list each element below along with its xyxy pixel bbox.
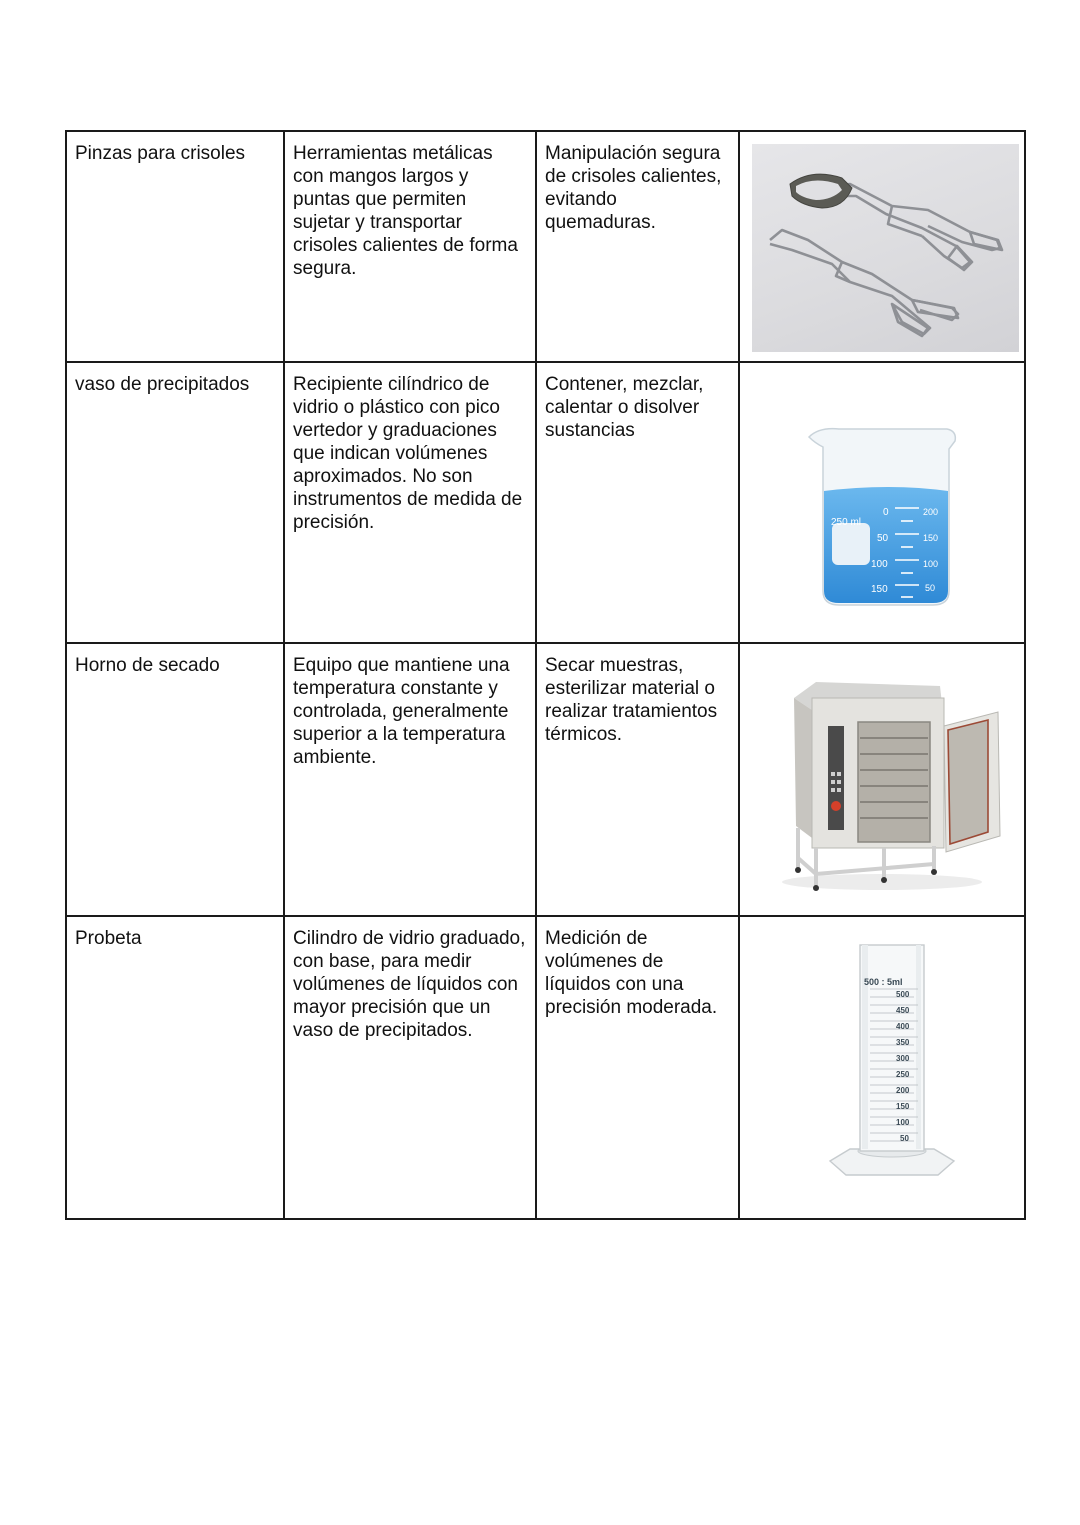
beaker-scale-0: 0 bbox=[883, 507, 889, 518]
equipment-name: Horno de secado bbox=[66, 643, 284, 916]
equipment-name: vaso de precipitados bbox=[66, 362, 284, 643]
table-row bbox=[66, 362, 1025, 643]
cylinder-header-label: 500 : 5ml bbox=[864, 977, 903, 987]
cylinder-scale-300: 300 bbox=[896, 1054, 910, 1063]
table-row bbox=[66, 916, 1025, 1219]
beaker-scale-150: 150 bbox=[871, 584, 888, 595]
cylinder-scale-50: 50 bbox=[900, 1134, 909, 1143]
beaker-image bbox=[750, 373, 1018, 636]
equipment-use: Contener, mezclar, calentar o disolver sustancias bbox=[536, 362, 739, 643]
graduated-cylinder-image bbox=[750, 927, 1018, 1212]
equipment-image-cell bbox=[739, 131, 1025, 362]
cylinder-scale-500: 500 bbox=[896, 990, 910, 999]
equipment-image-cell bbox=[739, 643, 1025, 916]
lab-equipment-table bbox=[65, 130, 1026, 1220]
beaker-capacity-label: 250 ml bbox=[831, 517, 862, 528]
beaker-rscale-200: 200 bbox=[923, 507, 939, 517]
beaker-rscale-150: 150 bbox=[923, 533, 939, 543]
equipment-description: Cilindro de vidrio graduado, con base, para medir volúmenes de líquidos con mayor precisión que un vaso de precipitados. bbox=[284, 916, 536, 1219]
beaker-scale-100: 100 bbox=[871, 559, 888, 570]
crucible-tongs-icon bbox=[752, 144, 1019, 352]
equipment-use: Medición de volúmenes de líquidos con una precisión moderada. bbox=[536, 916, 739, 1219]
table-row bbox=[66, 643, 1025, 916]
equipment-description: Herramientas metálicas con mangos largos y puntas que permiten sujetar y transportar crisoles calientes de forma segura. bbox=[284, 131, 536, 362]
equipment-image-cell bbox=[739, 362, 1025, 643]
cylinder-scale-450: 450 bbox=[896, 1006, 910, 1015]
equipment-description: Recipiente cilíndrico de vidrio o plástico con pico vertedor y graduaciones que indican volúmenes aproximados. No son instrumentos de medida de precisión. bbox=[284, 362, 536, 643]
beaker-scale-50: 50 bbox=[877, 533, 889, 544]
cylinder-scale-150: 150 bbox=[896, 1102, 910, 1111]
cylinder-scale-250: 250 bbox=[896, 1070, 910, 1079]
cylinder-scale-200: 200 bbox=[896, 1086, 910, 1095]
equipment-use: Secar muestras, esterilizar material o realizar tratamientos térmicos. bbox=[536, 643, 739, 916]
drying-oven-image bbox=[750, 654, 1018, 909]
equipment-name: Probeta bbox=[66, 916, 284, 1219]
table-row bbox=[66, 131, 1025, 362]
beaker-rscale-100: 100 bbox=[923, 559, 939, 569]
cylinder-scale-350: 350 bbox=[896, 1038, 910, 1047]
equipment-name: Pinzas para crisoles bbox=[66, 131, 284, 362]
equipment-description: Equipo que mantiene una temperatura constante y controlada, generalmente superior a la temperatura ambiente. bbox=[284, 643, 536, 916]
equipment-image-cell bbox=[739, 916, 1025, 1219]
crucible-tongs-image bbox=[750, 142, 1018, 355]
beaker-rscale-50: 50 bbox=[925, 583, 936, 593]
equipment-use: Manipulación segura de crisoles calientes, evitando quemaduras. bbox=[536, 131, 739, 362]
cylinder-scale-100: 100 bbox=[896, 1118, 910, 1127]
cylinder-scale-400: 400 bbox=[896, 1022, 910, 1031]
drying-oven-icon bbox=[772, 668, 1012, 898]
